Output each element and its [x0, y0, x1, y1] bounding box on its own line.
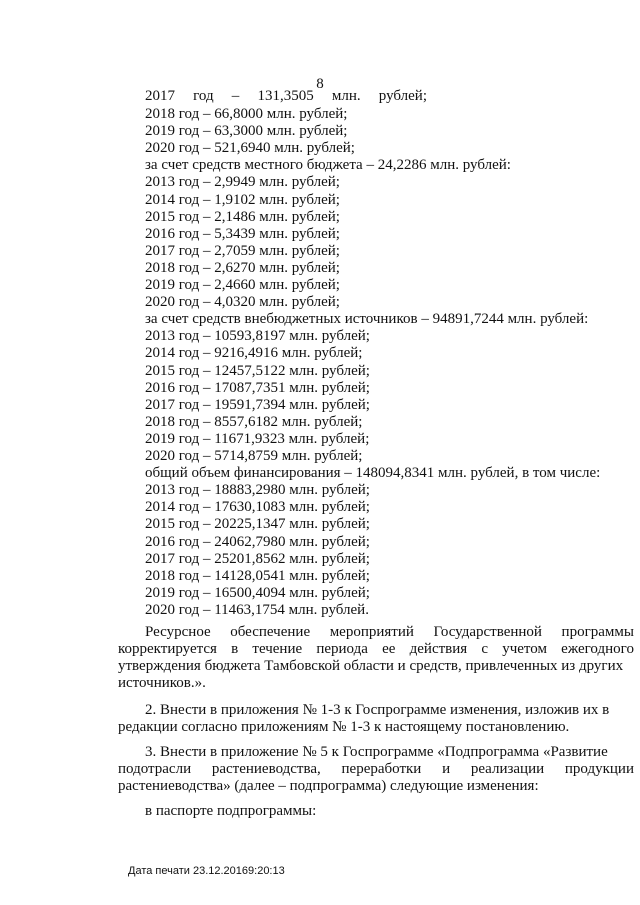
funding-line: 2020 год – 11463,1754 млн. рублей. [145, 601, 369, 618]
item-3-line-2-word: продукции [564, 761, 634, 777]
funding-line: 2018 год – 2,6270 млн. рублей; [145, 259, 340, 276]
funding-line: 2019 год – 16500,4094 млн. рублей; [145, 584, 370, 601]
line-2017-word: – [231, 88, 240, 104]
item-2-line-2: редакции согласно приложениям № 1-3 к настоящему постановлению. [118, 719, 570, 735]
print-date-footer: Дата печати 23.12.20169:20:13 [128, 865, 285, 877]
funding-line: 2018 год – 14128,0541 млн. рублей; [145, 567, 370, 584]
resource-line-4: источников.». [118, 675, 206, 691]
resource-line-1-word: Ресурсное [145, 624, 211, 640]
resource-line-2-word: с [481, 641, 489, 657]
funding-line: 2020 год – 521,6940 млн. рублей; [145, 140, 355, 157]
funding-line: 2013 год – 10593,8197 млн. рублей; [145, 328, 370, 345]
funding-line: 2019 год – 63,3000 млн. рублей; [145, 123, 348, 140]
funding-line: 2018 год – 66,8000 млн. рублей; [145, 106, 348, 122]
resource-line-2-word: в [231, 641, 239, 657]
funding-line: 2016 год – 5,3439 млн. рублей; [145, 225, 340, 242]
item-3-line-2-word: и [442, 761, 451, 777]
funding-line: 2017 год – 19591,7394 млн. рублей; [145, 396, 370, 413]
item-3-line-4: в паспорте подпрограммы: [145, 803, 317, 819]
item-3-line-1: 3. Внести в приложение № 5 к Госпрограмме «Подпрограмма «Развитие [145, 744, 608, 760]
item-3-line-2-wrap [118, 761, 634, 778]
funding-line: 2015 год – 20225,1347 млн. рублей; [145, 516, 370, 533]
item-3-line-2-word: растениеводства, [211, 761, 321, 777]
resource-line-2-word: действия [409, 641, 468, 657]
item-3-line-2-word: реализации [470, 761, 545, 777]
resource-line-2-word: корректируется [118, 641, 217, 657]
line-2017-word: 131,3505 [257, 88, 314, 104]
funding-line: общий объем финансирования – 148094,8341 млн. рублей, в том числе: [145, 465, 601, 482]
line-2017-total [145, 88, 427, 105]
resource-line-1-word: мероприятий [329, 624, 414, 640]
funding-line: 2013 год – 18883,2980 млн. рублей; [145, 482, 370, 499]
funding-line: 2019 год – 2,4660 млн. рублей; [145, 277, 340, 293]
funding-line: 2019 год – 11671,9323 млн. рублей; [145, 430, 370, 447]
resource-line-2-word: ежегодного [561, 641, 634, 657]
resource-line-2-word: периода [316, 641, 368, 657]
item-3-line-2-word: переработки [341, 761, 422, 777]
funding-line: 2015 год – 12457,5122 млн. рублей; [145, 362, 370, 379]
resource-line-3: утверждения бюджета Тамбовской области и средств, привлеченных из других [118, 658, 624, 674]
funding-line: за счет средств внебюджетных источников – 94891,7244 млн. рублей: [145, 311, 589, 328]
funding-line: 2014 год – 9216,4916 млн. рублей; [145, 345, 363, 362]
resource-line-2-word: учетом [502, 641, 547, 657]
resource-line-1-word: программы [561, 624, 634, 640]
item-3-line-3: растениеводства» (далее – подпрограмма) следующие изменения: [118, 778, 539, 794]
page-number: 8 [316, 76, 324, 92]
line-2017-word: рублей; [378, 88, 427, 104]
line-2017-word: 2017 [145, 88, 175, 104]
resource-line-2-word: ее [382, 641, 396, 657]
funding-line: 2016 год – 17087,7351 млн. рублей; [145, 379, 370, 396]
funding-line: 2016 год – 24062,7980 млн. рублей; [145, 533, 370, 550]
resource-line-1-word: Государственной [433, 624, 542, 640]
funding-line: 2014 год – 1,9102 млн. рублей; [145, 191, 340, 208]
funding-line: 2013 год – 2,9949 млн. рублей; [145, 174, 340, 191]
funding-line: за счет средств местного бюджета – 24,2286 млн. рублей: [145, 157, 511, 174]
item-2-line-1: 2. Внести в приложения № 1-3 к Госпрограмме изменения, изложив их в [145, 702, 610, 718]
resource-line-2-word: течение [252, 641, 303, 657]
funding-line: 2020 год – 4,0320 млн. рублей; [145, 294, 340, 311]
funding-line: 2015 год – 2,1486 млн. рублей; [145, 208, 340, 225]
funding-line: 2020 год – 5714,8759 млн. рублей; [145, 448, 363, 464]
funding-line: 2014 год – 17630,1083 млн. рублей; [145, 499, 370, 516]
line-2017-word: год [193, 88, 214, 104]
line-2017-word: млн. [331, 88, 361, 104]
resource-paragraph [118, 624, 634, 692]
resource-line-1-word: обеспечение [230, 624, 311, 640]
funding-line: 2017 год – 2,7059 млн. рублей; [145, 242, 340, 259]
funding-line: 2018 год – 8557,6182 млн. рублей; [145, 413, 363, 430]
funding-line: 2017 год – 25201,8562 млн. рублей; [145, 550, 370, 567]
item-3-line-2-word: подотрасли [118, 761, 192, 777]
